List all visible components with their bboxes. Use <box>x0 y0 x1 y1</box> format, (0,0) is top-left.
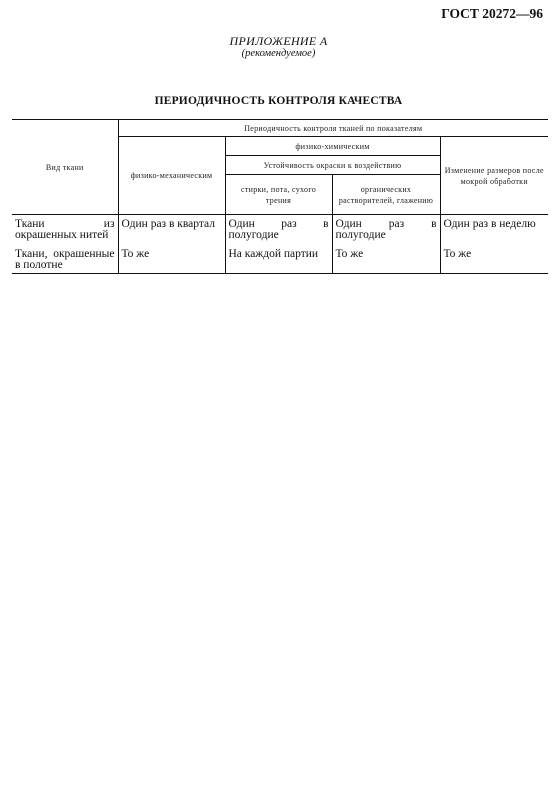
cell-fabric: Ткани из окрашенных нитей <box>15 218 115 241</box>
header-washing: стирки, пота, сухого трения <box>225 175 332 215</box>
cell-solvents: Один раз в полугодие <box>332 215 440 244</box>
header-periodicity: Периодичность контроля тканей по показателям <box>118 120 548 137</box>
table-row <box>12 215 548 244</box>
header-fastness: Устойчивость окраски к воздействию <box>225 156 440 175</box>
header-solvents: органических растворителей, глажению <box>332 175 440 215</box>
appendix-heading <box>0 35 557 59</box>
document-code: ГОСТ 20272—96 <box>441 6 543 21</box>
cell-phys-mech: То же <box>118 243 225 274</box>
cell-phys-mech: Один раз в квартал <box>118 215 225 244</box>
cell-shrinkage: Один раз в неделю <box>440 215 548 244</box>
appendix-title: ПРИЛОЖЕНИЕ А <box>229 34 328 48</box>
cell-fabric: Ткани, окрашенные в полотне <box>12 243 118 274</box>
header-shrinkage: Изменение размеров после мокрой обработки <box>440 137 548 215</box>
appendix-subtitle: (рекомендуемое) <box>241 48 316 59</box>
quality-control-table <box>12 119 548 274</box>
header-fabric-type: Вид ткани <box>12 120 118 215</box>
section-title: ПЕРИОДИЧНОСТЬ КОНТРОЛЯ КАЧЕСТВА <box>154 95 403 107</box>
cell-shrinkage: То же <box>440 243 548 274</box>
cell-washing: Один раз в полугодие <box>225 215 332 244</box>
cell-washing: На каждой партии <box>225 243 332 274</box>
header-phys-chem: физико-химическим <box>225 137 440 156</box>
header-phys-mech: физико-механическим <box>118 137 225 215</box>
table-row <box>12 243 548 274</box>
cell-solvents: То же <box>332 243 440 274</box>
